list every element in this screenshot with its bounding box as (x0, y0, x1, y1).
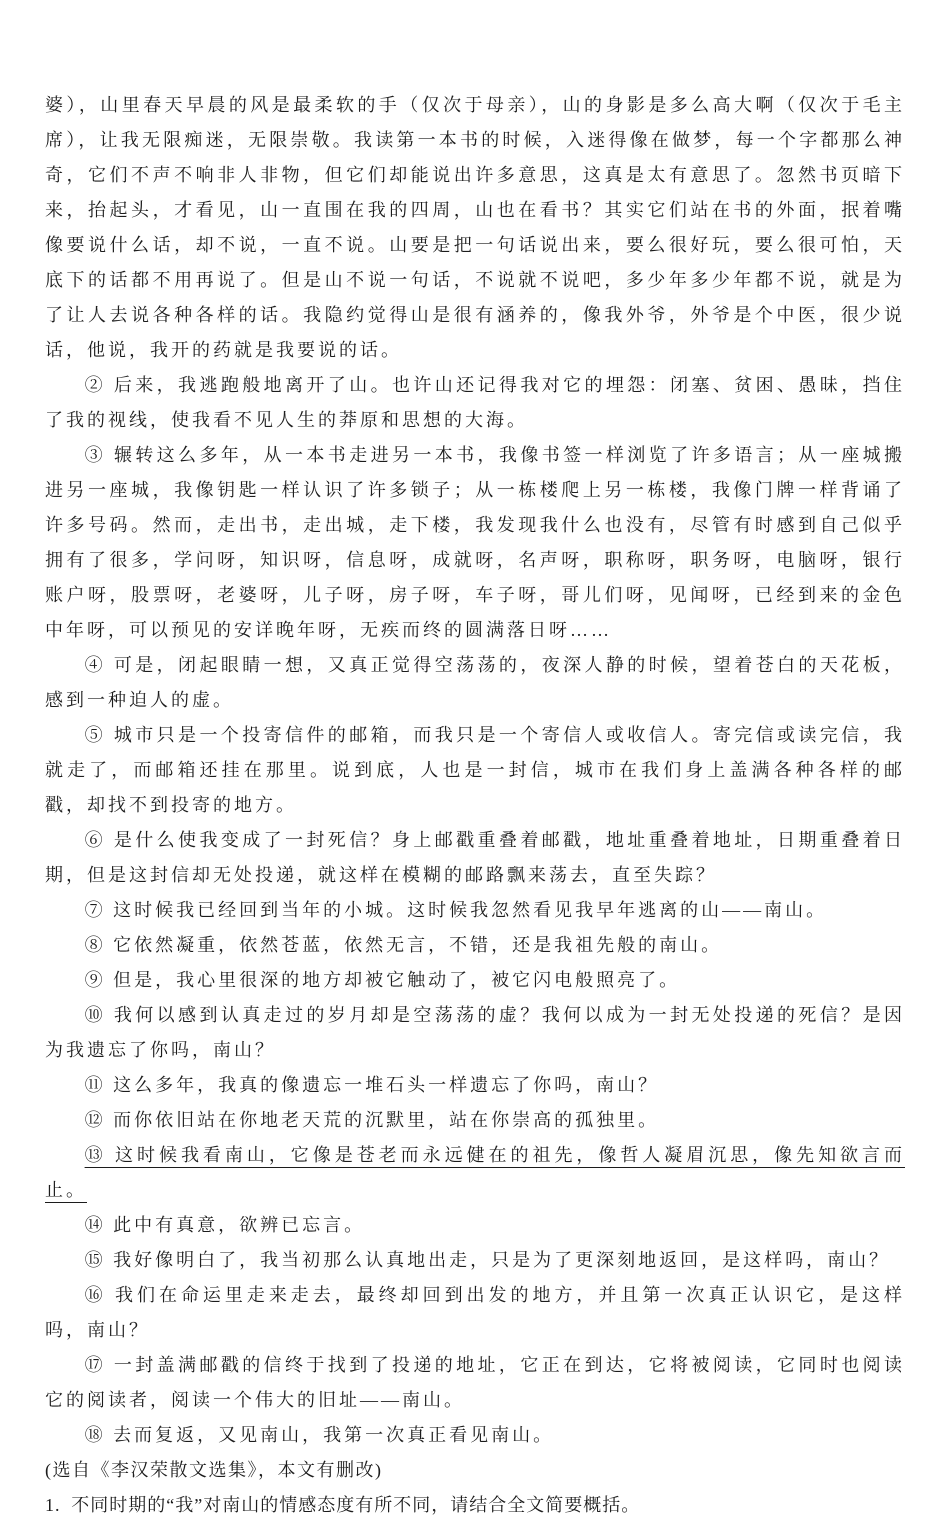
essay-paragraph-16: ⑯ 我们在命运里走来走去，最终却回到出发的地方，并且第一次真正认识它，是这样吗，南山？ (45, 1285, 905, 1340)
essay-paragraph-4: ④ 可是，闭起眼睛一想，又真正觉得空荡荡的，夜深人静的时候，望着苍白的天花板，感到一种迫人的虚。 (45, 655, 905, 710)
essay-paragraph-6: ⑥ 是什么使我变成了一封死信？身上邮戳重叠着邮戳，地址重叠着地址，日期重叠着日期，但是这封信却无处投递，就这样在模糊的邮路飘来荡去，直至失踪？ (45, 830, 905, 885)
essay-paragraph-1-continuation: 婆），山里春天早晨的风是最柔软的手（仅次于母亲），山的身影是多么高大啊（仅次于毛主席），让我无限痴迷，无限崇敬。我读第一本书的时候，入迷得像在做梦，每一个字都那么神奇，它们不声不响非人非物，但它们却能说出许多意思，这真是太有意思了。忽然书页暗下来，抬起头，才看见，山一直围在我的四周，山也在看书？其实它们站在书的外面，抿着嘴像要说什么话，却不说，一直不说。山要是把一句话说出来，要么很好玩，要么很可怕，天底下的话都不用再说了。但是山不说一句话，不说就不说吧，多少年多少年都不说，就是为了让人去说各种各样的话。我隐约觉得山是很有涵养的，像我外爷，外爷是个中医，很少说话，他说，我开的药就是我要说的话。 (45, 95, 905, 360)
essay-paragraph-15: ⑮ 我好像明白了，我当初那么认真地出走，只是为了更深刻地返回，是这样吗，南山？ (84, 1250, 891, 1270)
question-1 (45, 1488, 905, 1523)
essay-paragraph-11: ⑪ 这么多年，我真的像遗忘一堆石头一样遗忘了你吗，南山？ (84, 1075, 660, 1095)
essay-paragraph-3: ③ 辗转这么多年，从一本书走进另一本书，我像书签一样浏览了许多语言；从一座城搬进另一座城，我像钥匙一样认识了许多锁子；从一栋楼爬上另一栋楼，我像门牌一样背诵了许多号码。然而，走出书，走出城，走下楼，我发现我什么也没有，尽管有时感到自己似乎拥有了很多，学问呀，知识呀，信息呀，成就呀，名声呀，职称呀，职务呀，电脑呀，银行账户呀，股票呀，老婆呀，儿子呀，房子呀，车子呀，哥儿们呀，见闻呀，已经到来的金色中年呀，可以预见的安详晚年呀，无疾而终的圆满落日呀…… (45, 445, 905, 640)
essay-paragraph-5: ⑤ 城市只是一个投寄信件的邮箱，而我只是一个寄信人或收信人。寄完信或读完信，我就走了，而邮箱还挂在那里。说到底，人也是一封信，城市在我们身上盖满各种各样的邮戳，却找不到投寄的地方。 (45, 725, 905, 815)
essay-paragraph-18: ⑱ 去而复返，又见南山，我第一次真正看见南山。 (84, 1425, 555, 1445)
source-attribution: (选自《李汉荣散文选集》，本文有删改) (45, 1460, 383, 1480)
essay-paragraph-9: ⑨ 但是，我心里很深的地方却被它触动了，被它闪电般照亮了。 (84, 970, 681, 990)
question-1-text: 不同时期的“我”对南山的情感态度有所不同，请结合全文简要概括。 (71, 1495, 641, 1515)
essay-paragraph-17: ⑰ 一封盖满邮戳的信终于找到了投递的地址，它正在到达，它将被阅读，它同时也阅读它的阅读者，阅读一个伟大的旧址——南山。 (45, 1355, 905, 1410)
essay-paragraph-8: ⑧ 它依然凝重，依然苍蓝，依然无言，不错，还是我祖先般的南山。 (84, 935, 723, 955)
essay-paragraph-7: ⑦ 这时候我已经回到当年的小城。这时候我忽然看见我早年逃离的山——南山。 (84, 900, 828, 920)
essay-paragraph-2: ② 后来，我逃跑般地离开了山。也许山还记得我对它的埋怨：闭塞、贫困、愚昧，挡住了我的视线，使我看不见人生的莽原和思想的大海。 (45, 375, 905, 430)
essay-paragraph-10: ⑩ 我何以感到认真走过的岁月却是空荡荡的虚？我何以成为一封无处投递的死信？是因为我遗忘了你吗，南山？ (45, 1005, 905, 1060)
essay-paragraph-14: ⑭ 此中有真意，欲辨已忘言。 (84, 1215, 366, 1235)
question-1-number: 1. (45, 1495, 61, 1515)
essay-paragraph-13-underlined: ⑬ 这时候我看南山，它像是苍老而永远健在的祖先，像哲人凝眉沉思，像先知欲言而止。 (45, 1145, 905, 1200)
essay-paragraph-12: ⑫ 而你依旧站在你地老天荒的沉默里，站在你崇高的孤独里。 (84, 1110, 660, 1130)
